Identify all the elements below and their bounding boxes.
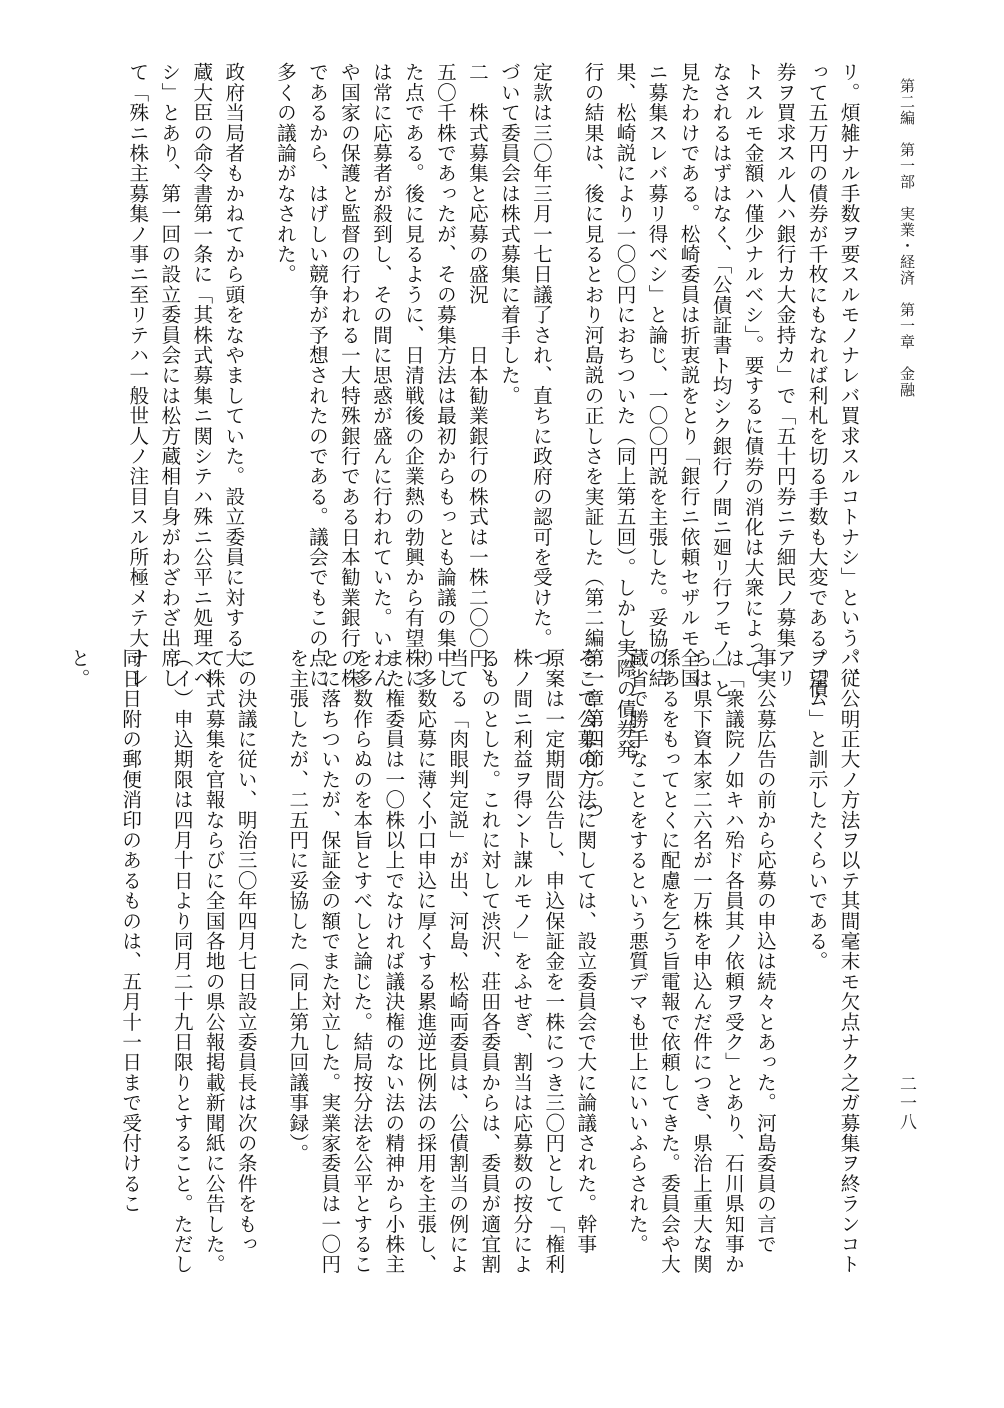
text-column: 政府当局者もかねてから頭をなやましていた。設立委員に対する大 xyxy=(221,62,245,668)
text-column: って五万円の債券が千枚にもなれば利札を切る手数も大変である。「債 xyxy=(805,62,828,699)
text-column: づいて委員会は株式募集に着手した。 xyxy=(497,62,521,406)
text-column: 券ヲ買求スル人ハ銀行カ大金持カ」で「五十円券ニテ細民ノ募集アリ xyxy=(773,62,796,689)
text-column: るものとした。これに対して渋沢、荘田各委員からは、委員が適宜割 xyxy=(477,648,501,1275)
text-column: 蔵省で勝手なことをするという悪質デマも世上にいいふらされた。 xyxy=(625,648,649,1254)
text-column: 同日日附の郵便消印のあるものは、五月十一日まで受付けるこ xyxy=(118,648,142,1214)
text-column: 係あるをもってとくに配慮を乞う旨電報で依頼してきた。委員会や大 xyxy=(657,648,681,1275)
text-column: を多数作らぬのを本旨とすべしと論じた。結局按分法を公平とするこ xyxy=(349,648,373,1275)
text-column: ニ募集スレバ募リ得ベシ」と論じ、一〇〇円説を主張した。妥協の結 xyxy=(645,62,668,689)
text-column: を主張したが、二五円に妥協した（同上第九回議事録）。 xyxy=(285,648,309,1164)
text-column: は常に応募者が殺到し、その間に思惑が盛んに行われていた。いわん xyxy=(369,62,393,689)
text-column: バ、公明正大ノ方法ヲ以テ其間毫末モ欠点ナク之ガ募集ヲ終ランコト xyxy=(837,648,860,1275)
text-column: り多数応募に薄く小口申込に厚くする累進逆比例法の採用を主張し、 xyxy=(413,648,437,1275)
text-column: て「殊ニ株主募集ノ事ニ至リテハ一般世人ノ注目スル所極メテ大ナレ xyxy=(125,62,149,689)
text-column: 原案は一定期間公告し、申込保証金を一株につき三〇円として「権利 xyxy=(541,648,565,1275)
list-item-column: （イ）申込期限は四月十日より同月二十九日限りとすること。ただし xyxy=(170,648,194,1275)
text-column: と。 xyxy=(67,648,91,689)
text-column: 株ノ間ニ利益ヲ得ント謀ルモノ」をふせぎ、割当は応募数の按分によ xyxy=(509,648,533,1275)
text-column: た点である。後に見るように、日清戦後の企業熱の勃興から有望株に xyxy=(401,62,425,689)
text-column: は「衆議院ノ如キハ殆ド各員其ノ依頼ヲ受ク」とあり、石川県知事か xyxy=(721,648,745,1275)
text-column: であるから、はげしい競争が予想されたのである。議会でもこの点に xyxy=(305,62,329,689)
text-column: て株式募集を官報ならびに全国各地の県公報掲載新聞紙に公告した。 xyxy=(202,648,226,1275)
text-column: シ」とあり、第一回の設立委員会には松方蔵相自身がわざわざ出席し xyxy=(157,62,181,689)
text-column: 行の結果は、後に見るとおり河島説の正しさを実証した（第二編第一章第四節）。つ xyxy=(581,62,604,820)
text-column: そこで公募の方法に関しては、設立委員会で大に論議された。幹事 xyxy=(573,648,597,1254)
text-column: らは県下資本家二六名が一万株を申込んだ件につき、県治上重大な関 xyxy=(689,648,713,1275)
section-heading-column: 二 株式募集と応募の盛況 日本勧業銀行の株式は一株二〇〇円、 xyxy=(465,62,489,689)
text-column: 五〇千株であったが、その募集方法は最初からもっとも論議の集中し xyxy=(433,62,457,689)
text-column: トスルモ金額ハ僅少ナルベシ」。要するに債券の消化は大衆によって xyxy=(741,62,764,679)
text-column: 当てる「肉眼判定説」が出、河島、松崎両委員は、公債割当の例によ xyxy=(445,648,469,1275)
text-column: 多くの議論がなされた。 xyxy=(273,62,297,285)
text-column: 果、松崎説により一〇〇円におちついた（同上第五回）。しかし実際の債券発 xyxy=(613,62,636,760)
text-column: とに落ちついたが、保証金の額でまた対立した。実業家委員は一〇円 xyxy=(317,648,341,1275)
text-column: や国家の保護と監督の行われる一大特殊銀行である日本勧業銀行の株 xyxy=(337,62,361,689)
lower-text-block xyxy=(67,648,864,1304)
text-column: 事実公募広告の前から応募の申込は続々とあった。河島委員の言で xyxy=(753,648,777,1254)
text-column: 見たわけである。松崎委員は折衷説をとり「銀行ニ依頼セザルモ全国 xyxy=(677,62,700,689)
page-number: 二一八 xyxy=(896,1075,916,1132)
text-column: 蔵大臣の命令書第一条に「其株式募集ニ関シテハ殊ニ公平ニ処理スベ xyxy=(189,62,213,689)
text-column: ヲ望ム」と訓示したくらいである。 xyxy=(805,648,828,972)
text-column: この決議に従い、明治三〇年四月七日設立委員長は次の条件をもっ xyxy=(234,648,258,1254)
text-column: リ。煩雑ナル手数ヲ要スルモノナレバ買求スルコトナシ」という。従 xyxy=(837,62,860,689)
text-column: また権委員は一〇株以上でなければ議決権のない法の精神から小株主 xyxy=(381,648,405,1275)
text-column: 定款は三〇年三月一七日議了され、直ちに政府の認可を受けた。つ xyxy=(529,62,553,668)
text-column: なされるはずはなく、「公債証書ト均シク銀行ノ間ニ廻リ行フモノ」と xyxy=(709,62,732,699)
running-header: 第二編 第一部 実業・経済 第一章 金融 xyxy=(898,78,916,398)
